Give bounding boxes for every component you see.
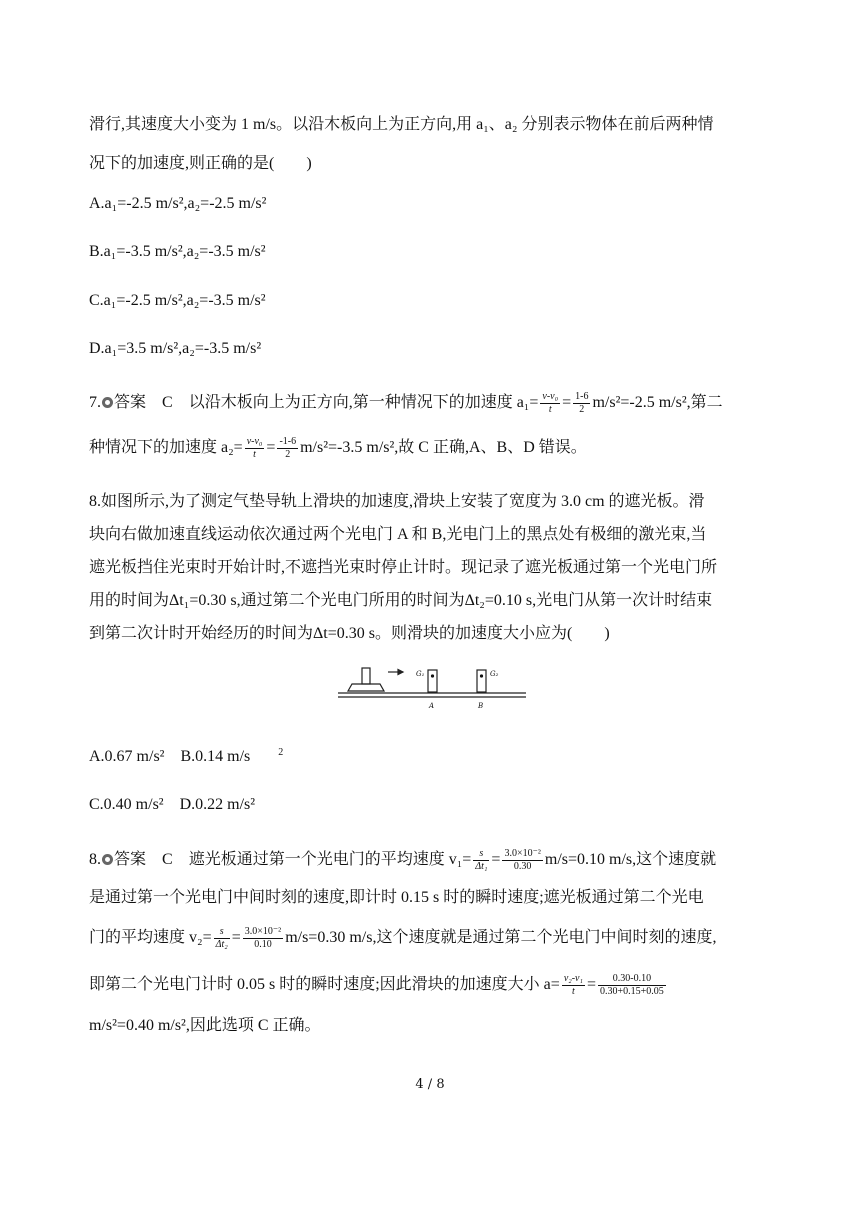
- q8-option-d: D.0.22 m/s²: [179, 796, 256, 813]
- q6-stem-line-1: 滑行,其速度大小变为 1 m/s。以沿木板向上为正方向,用 a₁、a₂ 分别表示物体在前后两种情: [89, 116, 714, 133]
- q8-options-row-1: [89, 746, 283, 768]
- answer-7-text: 种情况下的加速度 a₂=: [89, 439, 243, 457]
- answer-8-text: m/s=0.30 m/s,这个速度就是通过第二个光电门中间时刻的速度,: [285, 929, 717, 947]
- answer-8-line-2: 是通过第一个光电门中间时刻的速度,即计时 0.15 s 时的瞬时速度;遮光板通过第二个光电: [89, 889, 704, 906]
- answer-7-text: m/s²=-3.5 m/s²,故 C 正确,A、B、D 错误。: [300, 439, 587, 457]
- fraction-denominator: 0.10: [254, 939, 272, 950]
- q6-option-d: D.a₁=3.5 m/s²,a₂=-3.5 m/s²: [89, 340, 262, 357]
- fraction-numerator: s: [473, 848, 489, 861]
- slider-body: [348, 684, 384, 691]
- fraction: [473, 848, 489, 873]
- fraction-denominator: t: [253, 449, 256, 460]
- q8-stem-line-5: 到第二次计时开始经历的时间为Δt=0.30 s。则滑块的加速度大小应为( ): [89, 625, 610, 642]
- fraction-numerator: -1-6: [279, 436, 297, 447]
- q8-option-b: B.0.14 m/s: [180, 748, 251, 765]
- answer-7-label: 答案: [114, 394, 147, 412]
- position-label-a: A: [429, 702, 435, 710]
- fraction-numerator: v-v₀: [246, 436, 263, 447]
- fraction-numerator: 3.0×10⁻²: [244, 926, 282, 937]
- fraction-numerator: 3.0×10⁻²: [504, 848, 541, 859]
- laser-dot-b: [480, 674, 483, 677]
- q6-option-b: B.a₁=-3.5 m/s²,a₂=-3.5 m/s²: [89, 243, 266, 260]
- gate-label-g1: G₁: [416, 670, 425, 678]
- answer-8-line-1: 8. 答案 C 遮光板通过第一个光电门的平均速度 v₁= $\frac{s}{\text{Δt₁}}$ = $\frac{\text{3.0×10⁻²}}{0.30}$ m/s=0.10 m/s,这个速度就: [89, 848, 717, 872]
- answer-8-text: 门的平均速度 v₂=: [89, 929, 212, 947]
- page-number: 4 / 8: [415, 1077, 445, 1092]
- photogate-b: [477, 670, 486, 692]
- fraction-denominator: 0.30: [513, 861, 532, 872]
- answer-badge-icon: [102, 854, 113, 865]
- q8-option-a: A.0.67 m/s²: [89, 748, 165, 765]
- q8-options-row-2: [89, 794, 255, 816]
- laser-dot-a: [431, 674, 434, 677]
- fraction: [598, 973, 666, 998]
- fraction-denominator: t: [548, 404, 552, 415]
- fraction: [243, 926, 283, 951]
- answer-8-text: m/s=0.10 m/s,这个速度就: [544, 851, 717, 869]
- q8-option-c: C.0.40 m/s²: [89, 796, 164, 813]
- answer-8-text: 即第二个光电门计时 0.05 s 时的瞬时速度;因此滑块的加速度大小 a=: [89, 976, 560, 994]
- q8-stem-line-4: 用的时间为Δt₁=0.30 s,通过第二个光电门所用的时间为Δt₂=0.10 s,光电门从第一次计时结束: [89, 592, 713, 609]
- fraction: [214, 926, 230, 951]
- answer-8-text: 遮光板通过第一个光电门的平均速度 v₁=: [188, 851, 472, 869]
- answer-8-number: 8.: [89, 851, 101, 869]
- fraction-numerator: 1-6: [575, 391, 589, 402]
- answer-7-number: 7.: [89, 394, 101, 412]
- fraction-numerator: v-v₀: [542, 391, 559, 402]
- shading-plate: [362, 668, 370, 684]
- answer-8-line-5: m/s²=0.40 m/s²,因此选项 C 正确。: [89, 1017, 321, 1034]
- gate-label-g2: G₂: [490, 670, 499, 678]
- q8-stem-line-2: 块向右做加速直线运动依次通过两个光电门 A 和 B,光电门上的黑点处有极细的激光束,当: [89, 526, 707, 543]
- answer-8-label: 答案: [114, 851, 147, 869]
- fraction-denominator: 0.30+0.15+0.05: [600, 986, 664, 997]
- fraction: [502, 848, 542, 873]
- fraction-numerator: v₂-v₁: [563, 973, 583, 984]
- answer-8-line-3: 门的平均速度 v₂= $\frac{s}{\text{Δt₂}}$ = $\frac{\text{3.0×10⁻²}}{0.10}$ m/s=0.30 m/s,这个速度就是通过第二个光电门中间时刻的速度,: [89, 926, 717, 950]
- fraction-numerator: 0.30-0.10: [598, 973, 666, 986]
- fraction-denominator: Δt₂: [215, 939, 228, 950]
- q8-stem-line-3: 遮光板挡住光束时开始计时,不遮挡光束时停止计时。现记录了遮光板通过第一个光电门所: [89, 559, 718, 576]
- fraction: [277, 436, 298, 461]
- answer-7-text: 以沿木板向上为正方向,第一种情况下的加速度 a₁=: [188, 394, 539, 412]
- answer-7-line-1: 7. 答案 C 以沿木板向上为正方向,第一种情况下的加速度 a₁= $\frac{\text{v-v₀}}{t}$ = $\frac{1-6}{2}$ m/s²=-2.5 m/s²,第二: [89, 391, 723, 415]
- q8-option-b-exponent: 2: [278, 747, 284, 758]
- q6-option-c: C.a₁=-2.5 m/s²,a₂=-3.5 m/s²: [89, 292, 266, 309]
- fraction: [573, 391, 590, 416]
- q8-stem-line-1: 8.如图所示,为了测定气垫导轨上滑块的加速度,滑块上安装了宽度为 3.0 cm 的遮光板。滑: [89, 493, 705, 510]
- air-track-figure: [336, 664, 528, 714]
- fraction-denominator: 2: [285, 449, 291, 460]
- position-label-b: B: [478, 702, 484, 710]
- answer-8-line-4: 即第二个光电门计时 0.05 s 时的瞬时速度;因此滑块的加速度大小 a= $\frac{\text{v₂-v₁}}{t}$ = $\frac{0.30-0.10}{0.30+0.15+0.05}$: [89, 973, 664, 997]
- arrow-head-icon: [398, 670, 403, 675]
- photogate-a: [428, 670, 437, 692]
- fraction: [245, 436, 265, 461]
- fraction-denominator: 2: [579, 404, 585, 415]
- answer-8-choice: C: [162, 851, 173, 869]
- fraction: [540, 391, 560, 416]
- answer-7-text: m/s²=-2.5 m/s²,第二: [592, 394, 723, 412]
- fraction-denominator: t: [572, 986, 575, 997]
- fraction-denominator: Δt₁: [475, 861, 488, 872]
- fraction-numerator: s: [214, 926, 230, 939]
- answer-badge-icon: [102, 397, 113, 408]
- answer-7-choice: C: [162, 394, 173, 412]
- fraction: [562, 973, 585, 998]
- answer-7-line-2: 种情况下的加速度 a₂= $\frac{\text{v-v₀}}{t}$ = $\frac{-1-6}{2}$ m/s²=-3.5 m/s²,故 C 正确,A、B、D 错误。: [89, 436, 587, 460]
- q6-option-a: A.a₁=-2.5 m/s²,a₂=-2.5 m/s²: [89, 195, 267, 212]
- q6-stem-line-2: 况下的加速度,则正确的是( ): [89, 155, 312, 172]
